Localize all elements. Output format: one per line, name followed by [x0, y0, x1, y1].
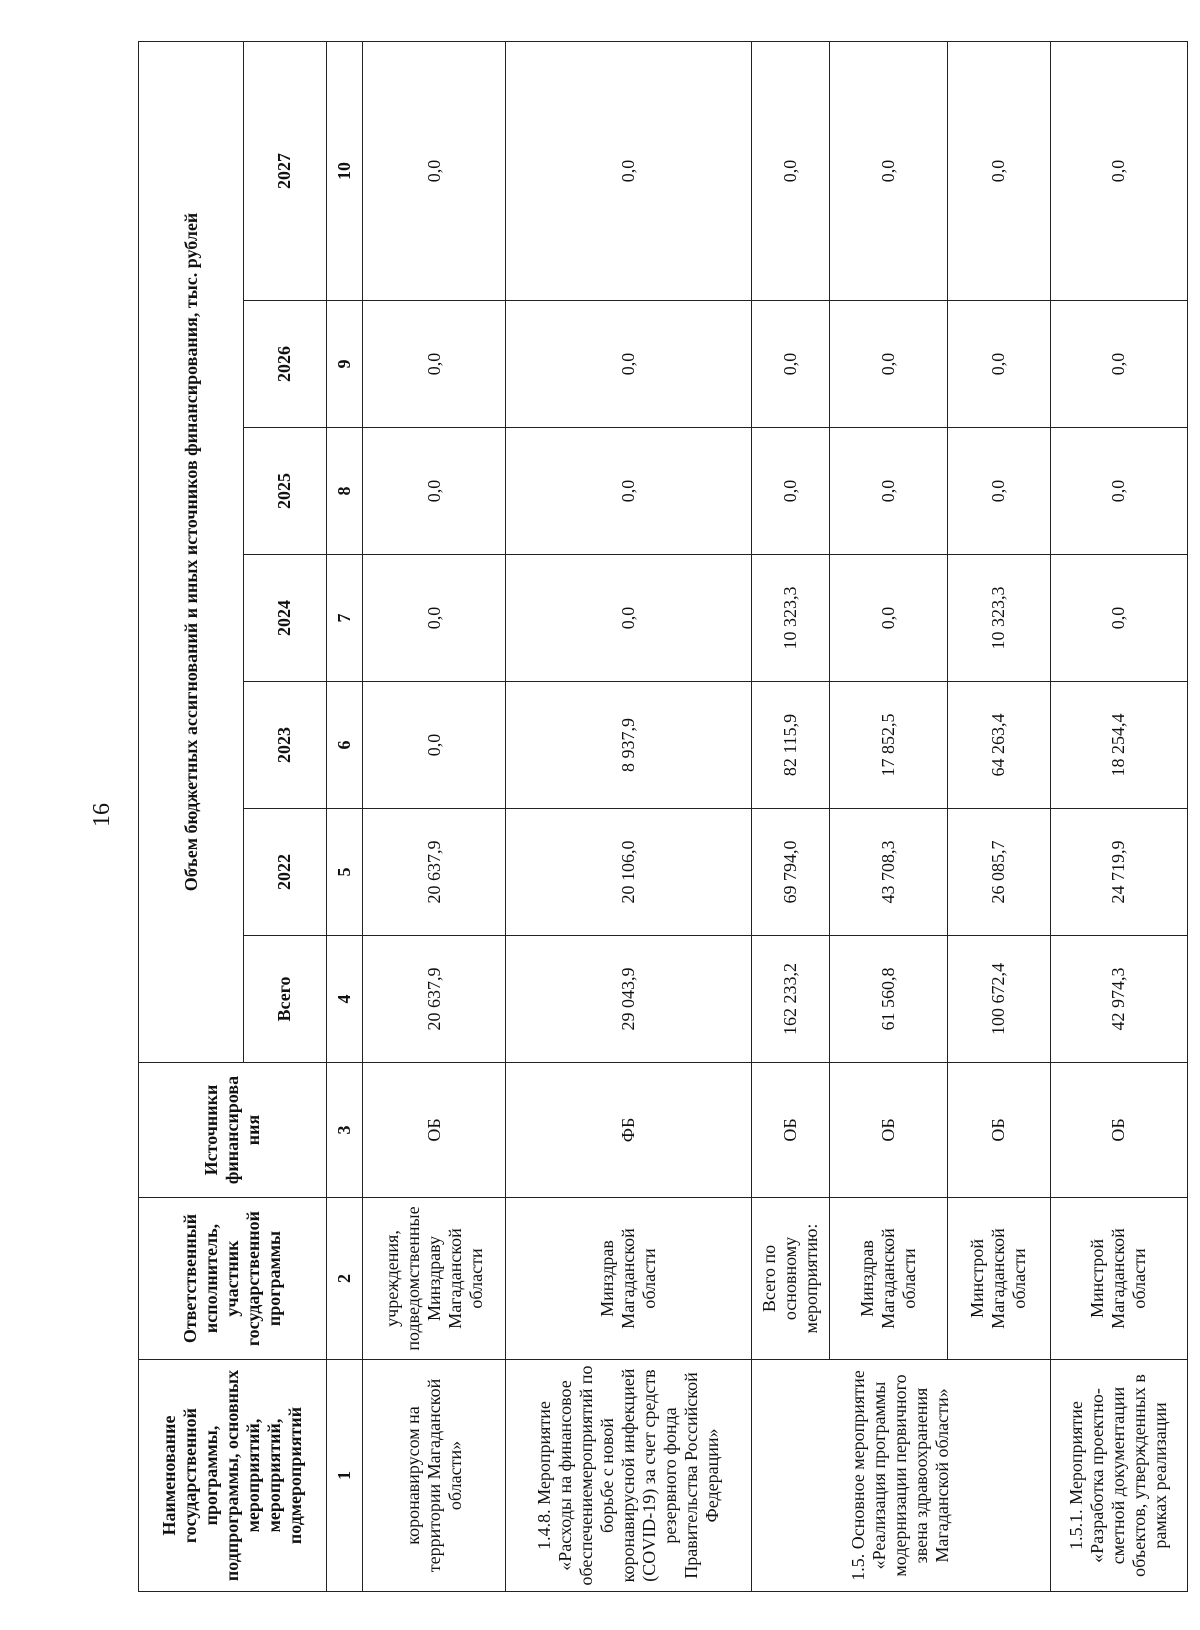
value-2025: 0,0: [1050, 428, 1187, 555]
table-row: [947, 41, 1050, 1591]
column-number: 2: [326, 1198, 363, 1360]
header-executor: Ответственный исполнитель, участник государственной программы: [139, 1198, 327, 1360]
value-2026: 0,0: [829, 301, 947, 428]
row-source: ОБ: [947, 1063, 1050, 1198]
value-2023: 64 263,4: [947, 682, 1050, 809]
page-number: 16: [89, 803, 115, 827]
table-row: [506, 41, 752, 1591]
value-total: 29 043,9: [506, 936, 752, 1063]
value-2024: 10 323,3: [752, 555, 830, 682]
column-number: 3: [326, 1063, 363, 1198]
header-year-total: Всего: [244, 936, 326, 1063]
value-2022: 20 637,9: [363, 809, 506, 936]
value-2025: 0,0: [506, 428, 752, 555]
finance-table-container: [138, 42, 1188, 1592]
row-executor: учреждения, подведомственные Минздраву Магаданской области: [363, 1198, 506, 1360]
column-number: 6: [326, 682, 363, 809]
value-2024: 0,0: [506, 555, 752, 682]
row-name: 1.4.8. Мероприятие «Расходы на финансовое обеспечениемероприятий по борьбе с новой коронавирусной инфекцией (COVID-19) за счет средств резервного фонда Правительства Российской Федерации»: [506, 1360, 752, 1592]
value-total: 61 560,8: [829, 936, 947, 1063]
value-2024: 0,0: [1050, 555, 1187, 682]
row-source: ФБ: [506, 1063, 752, 1198]
value-2026: 0,0: [1050, 301, 1187, 428]
value-2022: 69 794,0: [752, 809, 830, 936]
header-year-2027: 2027: [244, 41, 326, 300]
finance-table: [138, 41, 1188, 1592]
header-year-2023: 2023: [244, 682, 326, 809]
value-total: 20 637,9: [363, 936, 506, 1063]
value-2027: 0,0: [829, 41, 947, 300]
value-2022: 43 708,3: [829, 809, 947, 936]
row-source: ОБ: [1050, 1063, 1187, 1198]
value-2026: 0,0: [506, 301, 752, 428]
value-2027: 0,0: [752, 41, 830, 300]
value-2026: 0,0: [947, 301, 1050, 428]
header-year-2026: 2026: [244, 301, 326, 428]
value-2026: 0,0: [363, 301, 506, 428]
value-2026: 0,0: [752, 301, 830, 428]
column-number: 9: [326, 301, 363, 428]
value-2025: 0,0: [947, 428, 1050, 555]
row-name: коронавирусом на территории Магаданской области»: [363, 1360, 506, 1592]
value-2027: 0,0: [363, 41, 506, 300]
value-2023: 82 115,9: [752, 682, 830, 809]
value-2022: 26 085,7: [947, 809, 1050, 936]
row-name: 1.5.1. Мероприятие «Разработка проектно-сметной документации объектов, утвержденных в рамках реализации: [1050, 1360, 1187, 1592]
value-total: 162 233,2: [752, 936, 830, 1063]
column-number: 7: [326, 555, 363, 682]
value-2025: 0,0: [363, 428, 506, 555]
value-2022: 20 106,0: [506, 809, 752, 936]
value-total: 42 974,3: [1050, 936, 1187, 1063]
value-2023: 0,0: [363, 682, 506, 809]
header-budget-group: Объем бюджетных ассигнований и иных источников финансирования, тыс. рублей: [139, 41, 244, 1062]
value-2027: 0,0: [506, 41, 752, 300]
value-2024: 10 323,3: [947, 555, 1050, 682]
table-row: [752, 41, 830, 1591]
value-2027: 0,0: [1050, 41, 1187, 300]
value-2024: 0,0: [829, 555, 947, 682]
value-2025: 0,0: [829, 428, 947, 555]
row-executor: Всего по основному мероприятию:: [752, 1198, 830, 1360]
row-name: 1.5. Основное мероприятие «Реализация программы модернизации первичного звена здравоохранения Магаданской области»: [752, 1360, 1051, 1592]
value-2027: 0,0: [947, 41, 1050, 300]
header-year-2022: 2022: [244, 809, 326, 936]
column-number: 10: [326, 41, 363, 300]
row-source: ОБ: [363, 1063, 506, 1198]
column-number: 4: [326, 936, 363, 1063]
column-number: 5: [326, 809, 363, 936]
table-row: [363, 41, 506, 1591]
row-executor: Минздрав Магаданской области: [506, 1198, 752, 1360]
value-2023: 18 254,4: [1050, 682, 1187, 809]
value-2023: 8 937,9: [506, 682, 752, 809]
value-2024: 0,0: [363, 555, 506, 682]
column-number: 1: [326, 1360, 363, 1592]
header-name: Наименование государственной программы, подпрограммы, основных мероприятий, мероприятий, подмероприятий: [139, 1360, 327, 1592]
row-source: ОБ: [752, 1063, 830, 1198]
value-2025: 0,0: [752, 428, 830, 555]
value-total: 100 672,4: [947, 936, 1050, 1063]
row-executor: Минстрой Магаданской области: [1050, 1198, 1187, 1360]
header-source: Источники финансирова ния: [139, 1063, 327, 1198]
row-executor: Минстрой Магаданской области: [947, 1198, 1050, 1360]
header-year-2025: 2025: [244, 428, 326, 555]
column-number: 8: [326, 428, 363, 555]
table-row: [829, 41, 947, 1591]
row-source: ОБ: [829, 1063, 947, 1198]
table-row: [1050, 41, 1187, 1591]
value-2023: 17 852,5: [829, 682, 947, 809]
header-year-2024: 2024: [244, 555, 326, 682]
value-2022: 24 719,9: [1050, 809, 1187, 936]
row-executor: Минздрав Магаданской области: [829, 1198, 947, 1360]
